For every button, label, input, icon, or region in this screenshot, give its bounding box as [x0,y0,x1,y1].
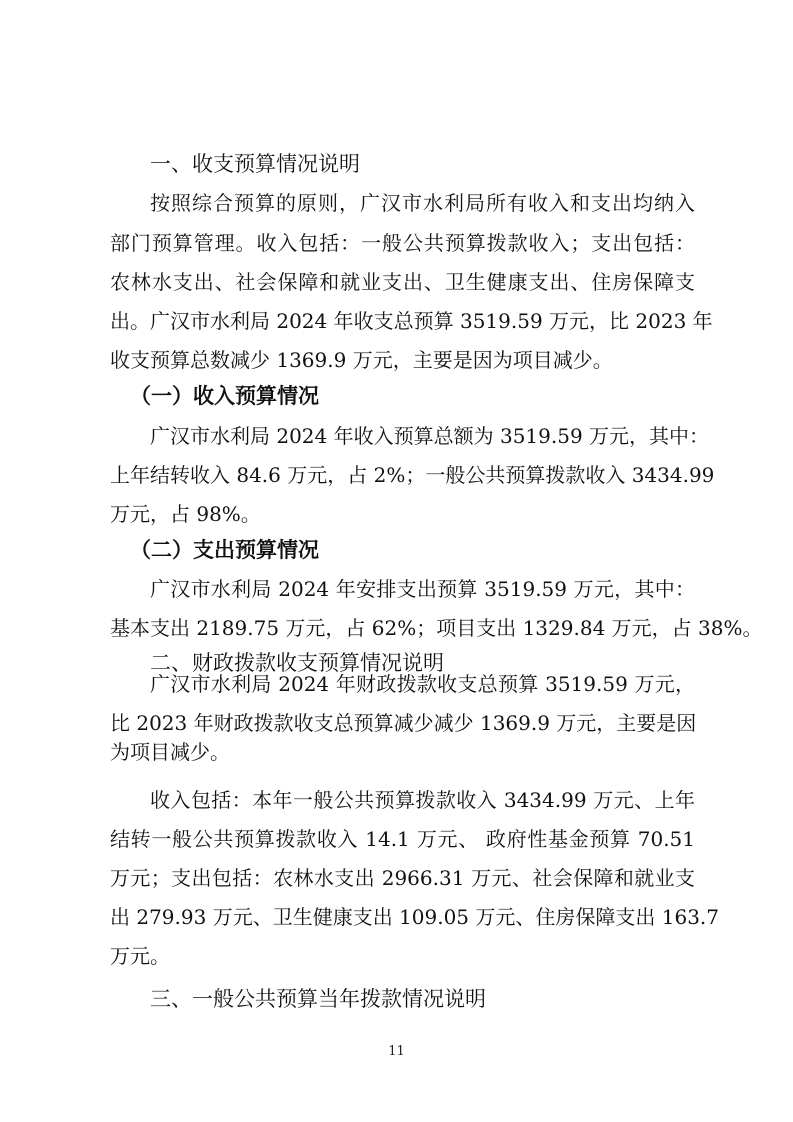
section2-para1-line-2: 比 2023 年财政拨款收支总预算减少减少 1369.9 万元，主要是因 [110,711,697,735]
income-line-2: 上年结转收入 84.6 万元，占 2%；一般公共预算拨款收入 3434.99 [110,463,715,487]
section1-line-4: 出。广汉市水利局 2024 年收支总预算 3519.59 万元，比 2023 年 [110,309,713,333]
section2-para1-line-3: 为项目减少。 [110,740,230,764]
expense-line-2: 基本支出 2189.75 万元，占 62%；项目支出 1329.84 万元，占 38%。 [110,616,763,640]
section1-heading: 一、收支预算情况说明 [150,152,360,176]
section2-para2-line-5: 万元。 [110,944,170,968]
section1-line-5: 收支预算总数减少 1369.9 万元，主要是因为项目减少。 [110,348,613,372]
page-number: 11 [388,1044,405,1059]
section1-line-2: 部门预算管理。收入包括：一般公共预算拨款收入；支出包括： [110,231,695,255]
section2-para2-line-2: 结转一般公共预算拨款收入 14.1 万元、 政府性基金预算 70.51 [110,827,695,851]
section2-heading: 二、财政拨款收支预算情况说明 [150,651,444,675]
section2-para2-line-1: 收入包括：本年一般公共预算拨款收入 3434.99 万元、上年 [150,788,695,812]
expense-line-1: 广汉市水利局 2024 年安排支出预算 3519.59 万元，其中： [150,577,695,601]
section3-heading: 三、一般公共预算当年拨款情况说明 [150,987,486,1011]
section2-para2-line-3: 万元；支出包括：农林水支出 2966.31 万元、社会保障和就业支 [110,866,695,890]
section1-line-3: 农林水支出、社会保障和就业支出、卫生健康支出、住房保障支 [110,270,695,294]
section2-para2-line-4: 出 279.93 万元、卫生健康支出 109.05 万元、住房保障支出 163.7 [110,905,720,929]
section2-para1-line-1: 广汉市水利局 2024 年财政拨款收支总预算 3519.59 万元， [150,672,695,696]
expense-budget-heading: （二）支出预算情况 [130,538,319,562]
section1-line-1: 按照综合预算的原则，广汉市水利局所有收入和支出均纳入 [150,191,695,215]
income-line-1: 广汉市水利局 2024 年收入预算总额为 3519.59 万元，其中： [150,424,710,448]
income-line-3: 万元，占 98%。 [110,502,261,526]
income-budget-heading: （一）收入预算情况 [130,384,319,408]
